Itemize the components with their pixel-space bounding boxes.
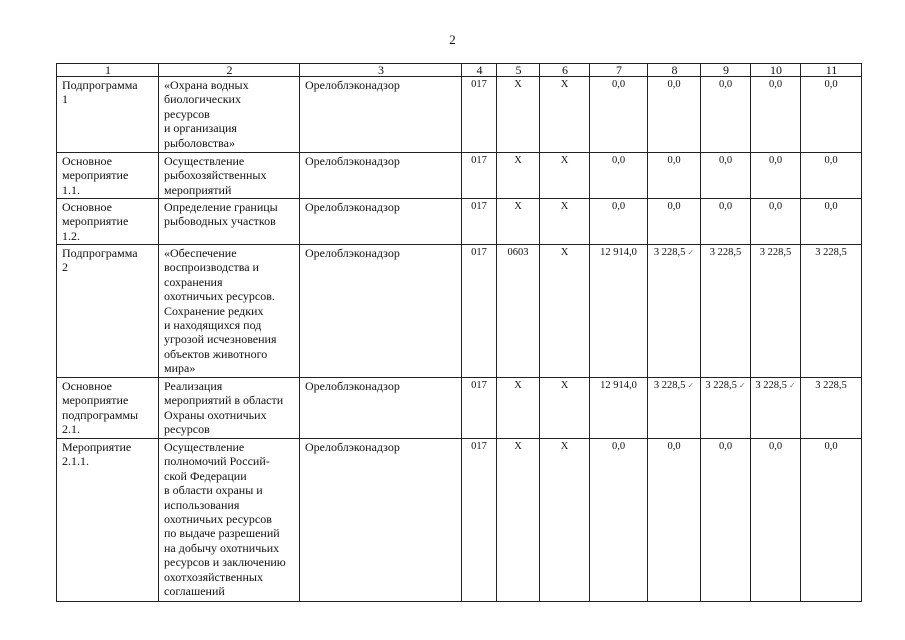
- row-code-cell: Мероприятие 2.1.1.: [57, 439, 159, 602]
- row-value-cell: [701, 378, 751, 439]
- row-value-cell: 3 228,5: [801, 378, 862, 439]
- row-executor-cell: Орелоблэконадзор: [300, 439, 462, 602]
- row-executor-cell: Орелоблэконадзор: [300, 245, 462, 378]
- row-value-cell: Х: [497, 199, 540, 245]
- row-executor-cell: Орелоблэконадзор: [300, 77, 462, 153]
- row-executor-cell: Орелоблэконадзор: [300, 199, 462, 245]
- row-code-cell: Основное мероприятие подпрограммы 2.1.: [57, 378, 159, 439]
- row-title-cell: Осуществление рыбохозяйственных мероприятий: [159, 153, 300, 199]
- row-value-cell: 0,0: [648, 77, 701, 153]
- row-value-cell: 0,0: [648, 199, 701, 245]
- row-value-cell: 0,0: [751, 439, 801, 602]
- row-value-cell: 12 914,0: [590, 245, 648, 378]
- column-header: 3: [300, 64, 462, 77]
- row-code-cell: Подпрограмма 2: [57, 245, 159, 378]
- table-row: [57, 199, 862, 245]
- table-header-row: [57, 64, 862, 77]
- row-value-cell: 3 228,5: [751, 245, 801, 378]
- column-header: 6: [540, 64, 590, 77]
- row-executor-cell: Орелоблэконадзор: [300, 378, 462, 439]
- row-code-cell: Основное мероприятие 1.1.: [57, 153, 159, 199]
- table-row: [57, 77, 862, 153]
- row-value-cell: Х: [540, 439, 590, 602]
- row-value-cell: 0,0: [801, 153, 862, 199]
- row-value-cell: 0,0: [701, 199, 751, 245]
- column-header: 7: [590, 64, 648, 77]
- row-value-cell: 017: [462, 378, 497, 439]
- row-value-cell: 0,0: [801, 199, 862, 245]
- column-header: 8: [648, 64, 701, 77]
- check-mark-icon: ✓: [738, 381, 746, 390]
- table-row: [57, 439, 862, 602]
- row-code-cell: Подпрограмма 1: [57, 77, 159, 153]
- row-executor-cell: Орелоблэконадзор: [300, 153, 462, 199]
- row-value-cell: 0,0: [751, 199, 801, 245]
- program-table: [56, 63, 862, 602]
- row-value-cell: 017: [462, 153, 497, 199]
- value-text: 3 228,5: [653, 247, 686, 258]
- row-value-cell: 0,0: [590, 77, 648, 153]
- row-value-cell: 0,0: [590, 439, 648, 602]
- row-value-cell: [648, 378, 701, 439]
- column-header: 11: [801, 64, 862, 77]
- table-row: [57, 153, 862, 199]
- row-value-cell: 0,0: [590, 199, 648, 245]
- row-value-cell: 0,0: [701, 439, 751, 602]
- row-value-cell: 12 914,0: [590, 378, 648, 439]
- check-mark-icon: ✓: [687, 381, 695, 390]
- row-title-cell: Реализация мероприятий в области Охраны охотничьих ресурсов: [159, 378, 300, 439]
- check-mark-icon: ✓: [687, 248, 695, 257]
- row-value-cell: Х: [497, 439, 540, 602]
- table-row: [57, 245, 862, 378]
- row-title-cell: Осуществление полномочий Россий- ской Федерации в области охраны и использования охотничьих ресурсов по выдаче разрешений на добычу охотничьих ресурсов и заключению охотхозяйственных соглашений: [159, 439, 300, 602]
- row-value-cell: Х: [540, 245, 590, 378]
- column-header: 4: [462, 64, 497, 77]
- column-header: 10: [751, 64, 801, 77]
- check-mark-icon: ✓: [788, 381, 796, 390]
- value-text: 3 228,5: [755, 380, 787, 391]
- row-value-cell: 0603: [497, 245, 540, 378]
- row-value-cell: 017: [462, 77, 497, 153]
- row-value-cell: Х: [497, 77, 540, 153]
- row-value-cell: 0,0: [701, 77, 751, 153]
- row-value-cell: 0,0: [751, 77, 801, 153]
- row-value-cell: 0,0: [751, 153, 801, 199]
- column-header: 2: [159, 64, 300, 77]
- page-number: 2: [449, 32, 456, 47]
- row-value-cell: 017: [462, 199, 497, 245]
- row-value-cell: 0,0: [648, 153, 701, 199]
- row-value-cell: 3 228,5: [801, 245, 862, 378]
- column-header: 1: [57, 64, 159, 77]
- row-value-cell: 3 228,5: [701, 245, 751, 378]
- value-text: 3 228,5: [705, 380, 737, 391]
- table-row: [57, 378, 862, 439]
- row-value-cell: Х: [497, 378, 540, 439]
- column-header: 5: [497, 64, 540, 77]
- row-title-cell: Определение границы рыбоводных участков: [159, 199, 300, 245]
- row-value-cell: Х: [540, 199, 590, 245]
- row-value-cell: 0,0: [590, 153, 648, 199]
- row-value-cell: Х: [497, 153, 540, 199]
- row-value-cell: 0,0: [801, 77, 862, 153]
- row-value-cell: 0,0: [648, 439, 701, 602]
- row-title-cell: «Обеспечение воспроизводства и сохранения охотничьих ресурсов. Сохранение редких и находящихся под угрозой исчезновения объектов животного мира»: [159, 245, 300, 378]
- row-value-cell: Х: [540, 153, 590, 199]
- row-title-cell: «Охрана водных биологических ресурсов и организация рыболовства»: [159, 77, 300, 153]
- row-value-cell: 0,0: [701, 153, 751, 199]
- row-value-cell: 017: [462, 245, 497, 378]
- value-text: 3 228,5: [653, 380, 686, 391]
- row-value-cell: Х: [540, 77, 590, 153]
- row-value-cell: 017: [462, 439, 497, 602]
- row-value-cell: 0,0: [801, 439, 862, 602]
- row-value-cell: [648, 245, 701, 378]
- column-header: 9: [701, 64, 751, 77]
- row-value-cell: Х: [540, 378, 590, 439]
- row-value-cell: [751, 378, 801, 439]
- row-code-cell: Основное мероприятие 1.2.: [57, 199, 159, 245]
